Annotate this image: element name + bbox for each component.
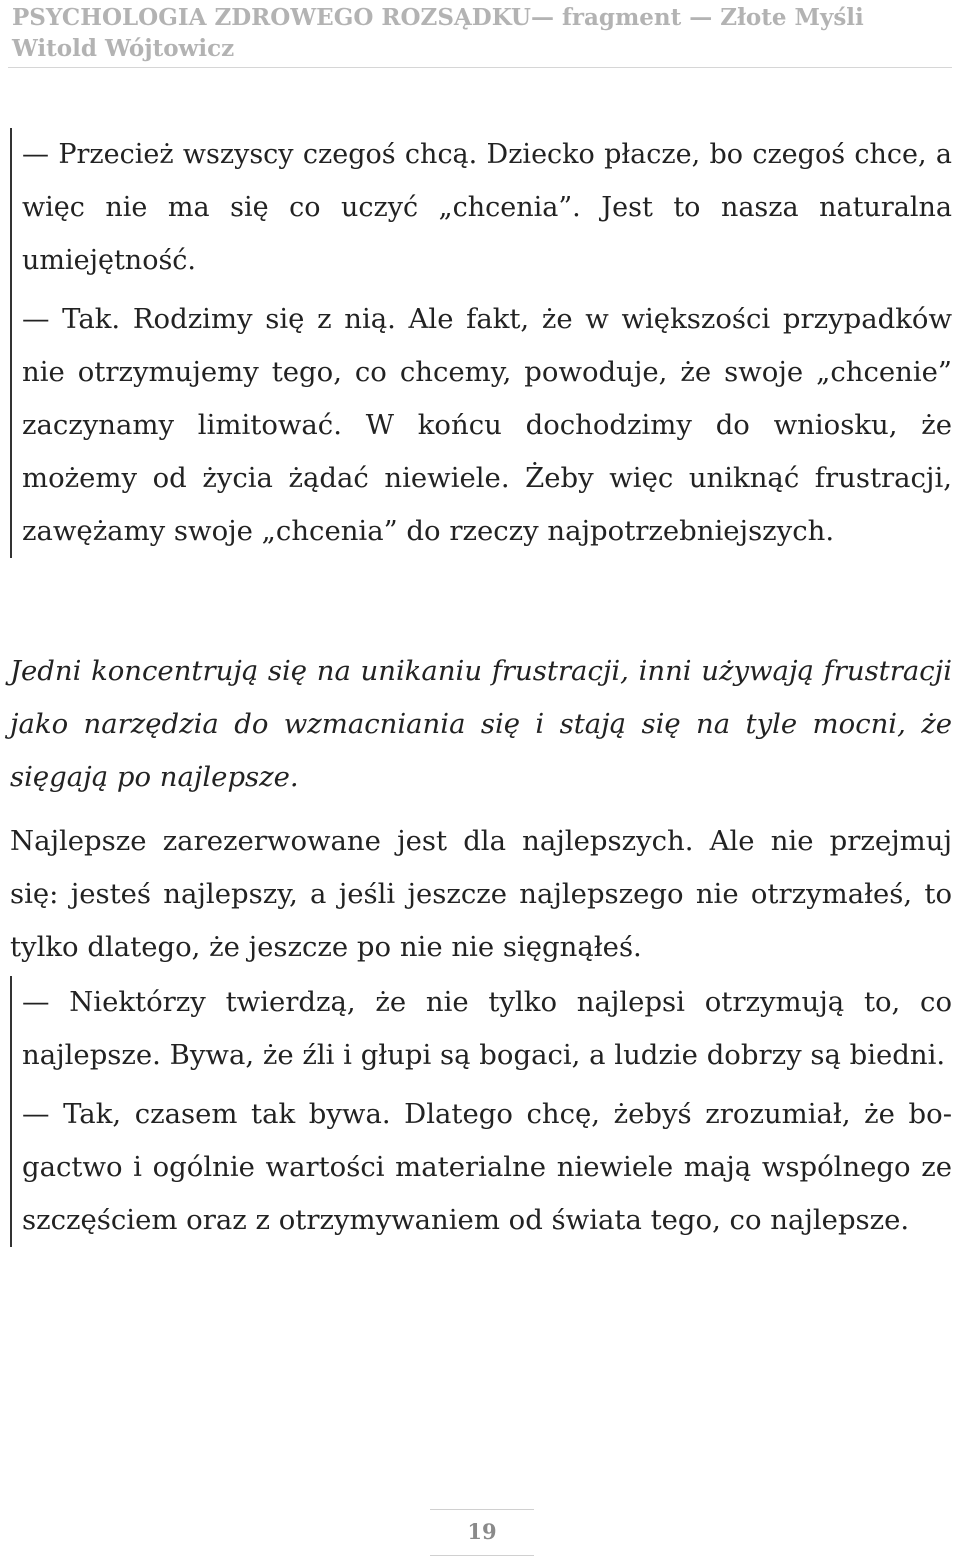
header-author: Witold Wójtowicz [12,35,235,62]
italic-paragraph: Jedni koncentrują się na unikaniu frustracji, inni używają frustracji jako narzędzia do wzmacniania się i stają się na tyle mocni, że sięgają po najlepsze. [10,655,952,793]
dialogue-line: — Przecież wszyscy czegoś chcą. Dziecko płacze, bo czegoś chce, a więc nie ma się co uczyć „chcenia”. Jest to nasza naturalna umiejętność. [22,139,952,276]
footer-divider-bottom [430,1555,534,1556]
running-header [12,2,952,64]
dialogue-line: — Tak, czasem tak bywa. Dlatego chcę, żebyś zrozumiał, że bogactwo i ogólnie wartości materialne niewiele mają wspólnego ze szczęściem oraz z otrzymywaniem od świata tego, co najlepsze. [22,1098,952,1236]
page-number: 19 [467,1519,497,1544]
dialogue-block-2 [10,976,952,1247]
header-divider [8,67,952,68]
dialogue-block-1 [10,128,952,558]
dialogue-line: — Niektórzy twierdzą, że nie tylko najlepsi otrzymują to, co najlepsze. Bywa, że źli i głupi są bogaci, a ludzie dobrzy są biedni. [22,986,952,1071]
dialogue-line: — Tak. Rodzimy się z nią. Ale fakt, że w większości przypadków nie otrzymujemy tego, co chcemy, powoduje, że swoje „chcenie” zaczynamy limitować. W końcu dochodzimy do wniosku, że możemy od życia żądać niewiele. Żeby więc uniknąć frustracji, zawężamy swoje „chcenia” do rzeczy najpotrzebniejszych. [22,303,952,547]
footer-divider-top [430,1509,534,1510]
header-title: PSYCHOLOGIA ZDROWEGO ROZSĄDKU— fragment — Złote Myśli [12,4,864,31]
body-paragraph: Najlepsze zarezerwowane jest dla najlepszych. Ale nie przejmuj się: jesteś najlepszy, a jeśli jeszcze najlepszego nie otrzymałeś, to tylko dlatego, że jeszcze po nie nie sięgnąłeś. [10,825,952,963]
